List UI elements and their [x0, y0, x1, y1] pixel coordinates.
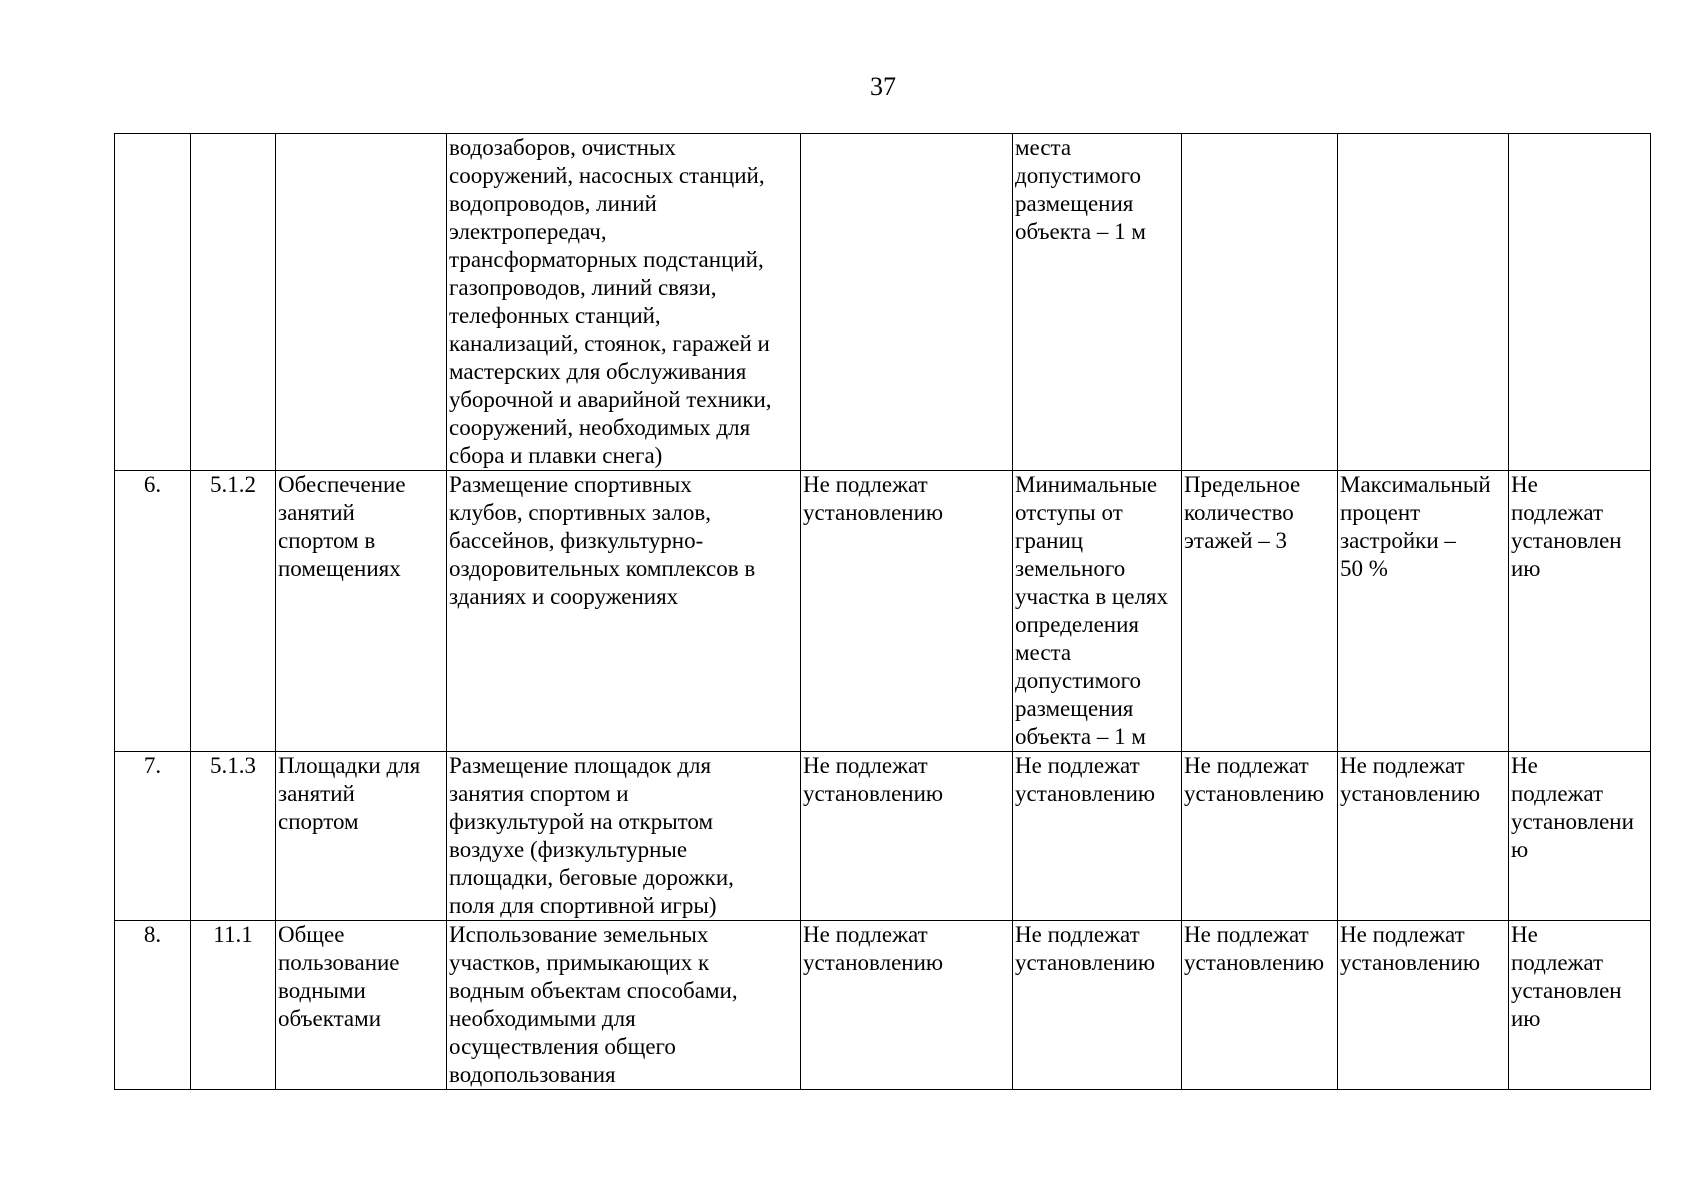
- row-col6: места допустимого размещения объекта – 1 м: [1013, 134, 1182, 471]
- row-name: [276, 134, 447, 471]
- row-col6: Не подлежат установлению: [1013, 921, 1182, 1090]
- page-number: 37: [870, 72, 896, 101]
- row-col7: [1182, 134, 1338, 471]
- row-col6: Минимальные отступы от границ земельного участка в целях определения места допустимого размещения объекта – 1 м: [1013, 471, 1182, 752]
- row-code: 11.1: [191, 921, 276, 1090]
- row-code: 5.1.2: [191, 471, 276, 752]
- row-description: водозаборов, очистных сооружений, насосных станций, водопроводов, линий электропередач, трансформаторных подстанций, газопроводов, линий связи, телефонных станций, канализаций, стоянок, гаражей и мастерских для обслуживания уборочной и аварийной техники, сооружений, необходимых для сбора и плавки снега): [447, 134, 801, 471]
- row-col7: Не подлежат установлению: [1182, 752, 1338, 921]
- row-col7: Предельное количество этажей – 3: [1182, 471, 1338, 752]
- table-row: [115, 134, 1651, 471]
- row-code: [191, 134, 276, 471]
- row-col9: Не подлежат установлен ию: [1509, 471, 1651, 752]
- row-number: [115, 134, 191, 471]
- row-col5: [801, 134, 1013, 471]
- row-col9: Не подлежат установлен ию: [1509, 921, 1651, 1090]
- row-name: Обеспечение занятий спортом в помещениях: [276, 471, 447, 752]
- table-row: [115, 921, 1651, 1090]
- row-col7: Не подлежат установлению: [1182, 921, 1338, 1090]
- row-number: 6.: [115, 471, 191, 752]
- row-col8: Максимальный процент застройки – 50 %: [1338, 471, 1509, 752]
- zoning-table: [114, 133, 1651, 1090]
- row-description: Размещение спортивных клубов, спортивных залов, бассейнов, физкультурно- оздоровительных комплексов в зданиях и сооружениях: [447, 471, 801, 752]
- row-col5: Не подлежат установлению: [801, 921, 1013, 1090]
- row-number: 8.: [115, 921, 191, 1090]
- row-col9: Не подлежат установлени ю: [1509, 752, 1651, 921]
- row-description: Размещение площадок для занятия спортом и физкультурой на открытом воздухе (физкультурные площадки, беговые дорожки, поля для спортивной игры): [447, 752, 801, 921]
- table-row: [115, 752, 1651, 921]
- row-col8: Не подлежат установлению: [1338, 752, 1509, 921]
- row-col8: [1338, 134, 1509, 471]
- row-number: 7.: [115, 752, 191, 921]
- row-code: 5.1.3: [191, 752, 276, 921]
- row-name: Площадки для занятий спортом: [276, 752, 447, 921]
- row-description: Использование земельных участков, примыкающих к водным объектам способами, необходимыми для осуществления общего водопользования: [447, 921, 801, 1090]
- table-row: [115, 471, 1651, 752]
- row-col8: Не подлежат установлению: [1338, 921, 1509, 1090]
- row-col5: Не подлежат установлению: [801, 471, 1013, 752]
- row-col5: Не подлежат установлению: [801, 752, 1013, 921]
- row-name: Общее пользование водными объектами: [276, 921, 447, 1090]
- row-col9: [1509, 134, 1651, 471]
- row-col6: Не подлежат установлению: [1013, 752, 1182, 921]
